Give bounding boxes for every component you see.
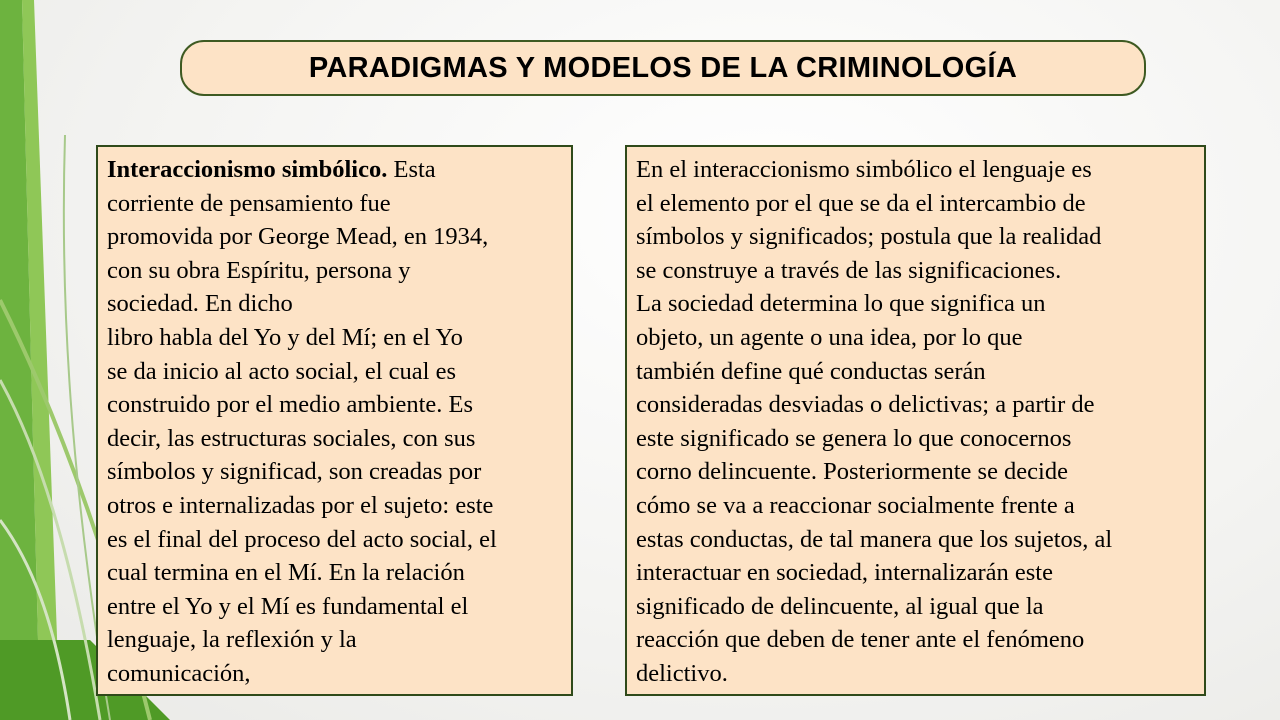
left-line-16: comunicación, [107,659,251,687]
left-line-5: sociedad. En dicho [107,290,293,318]
right-line-10: corno delincuente. Posteriormente se decide [636,458,1068,486]
right-line-2: el elemento por el que se da el intercambio de [636,189,1086,217]
left-line-11: otros e internalizadas por el sujeto: este [107,491,494,519]
right-line-6: objeto, un agente o una idea, por lo que [636,323,1023,351]
left-lead-term: Interaccionismo simbólico. [107,156,388,183]
left-line-13: cual termina en el Mí. En la relación [107,559,465,587]
right-line-13: interactuar en sociedad, internalizarán este [636,559,1053,587]
right-line-16: delictivo. [636,659,728,687]
left-line-14: entre el Yo y el Mí es fundamental el [107,592,469,620]
left-line-4: con su obra Espíritu, persona y [107,256,411,284]
left-line-6: libro habla del Yo y del Mí; en el Yo [107,323,463,351]
right-line-4: se construye a través de las significaciones. [636,256,1062,284]
right-line-9: este significado se genera lo que conocernos [636,424,1072,452]
right-line-7: también define qué conductas serán [636,357,986,385]
right-line-3: símbolos y significados; postula que la realidad [636,223,1102,251]
left-line-12: es el final del proceso del acto social, el [107,525,497,553]
left-text-box [96,145,573,696]
right-line-5: La sociedad determina lo que significa un [636,290,1046,318]
left-line-10: símbolos y significad, son creadas por [107,458,482,486]
title-banner [180,40,1146,96]
right-line-8: consideradas desviadas o delictivas; a partir de [636,391,1095,419]
left-line-7: se da inicio al acto social, el cual es [107,357,456,385]
right-text-box [625,145,1206,696]
left-line-1 [107,153,563,187]
left-line-2: corriente de pensamiento fue [107,189,391,217]
left-line-3: promovida por George Mead, en 1934, [107,223,489,251]
right-line-11: cómo se va a reaccionar socialmente frente a [636,491,1075,519]
right-line-15: reacción que deben de tener ante el fenómeno [636,626,1085,654]
left-line-1-rest: Esta [387,156,436,183]
slide-title: PARADIGMAS Y MODELOS DE LA CRIMINOLOGÍA [308,51,1018,84]
left-line-15: lenguaje, la reflexión y la [107,626,357,654]
left-line-8: construido por el medio ambiente. Es [107,391,474,419]
right-line-14: significado de delincuente, al igual que la [636,592,1044,620]
right-line-12: estas conductas, de tal manera que los sujetos, al [636,525,1113,553]
left-line-9: decir, las estructuras sociales, con sus [107,424,476,452]
right-line-1: En el interaccionismo simbólico el lenguaje es [636,156,1092,183]
